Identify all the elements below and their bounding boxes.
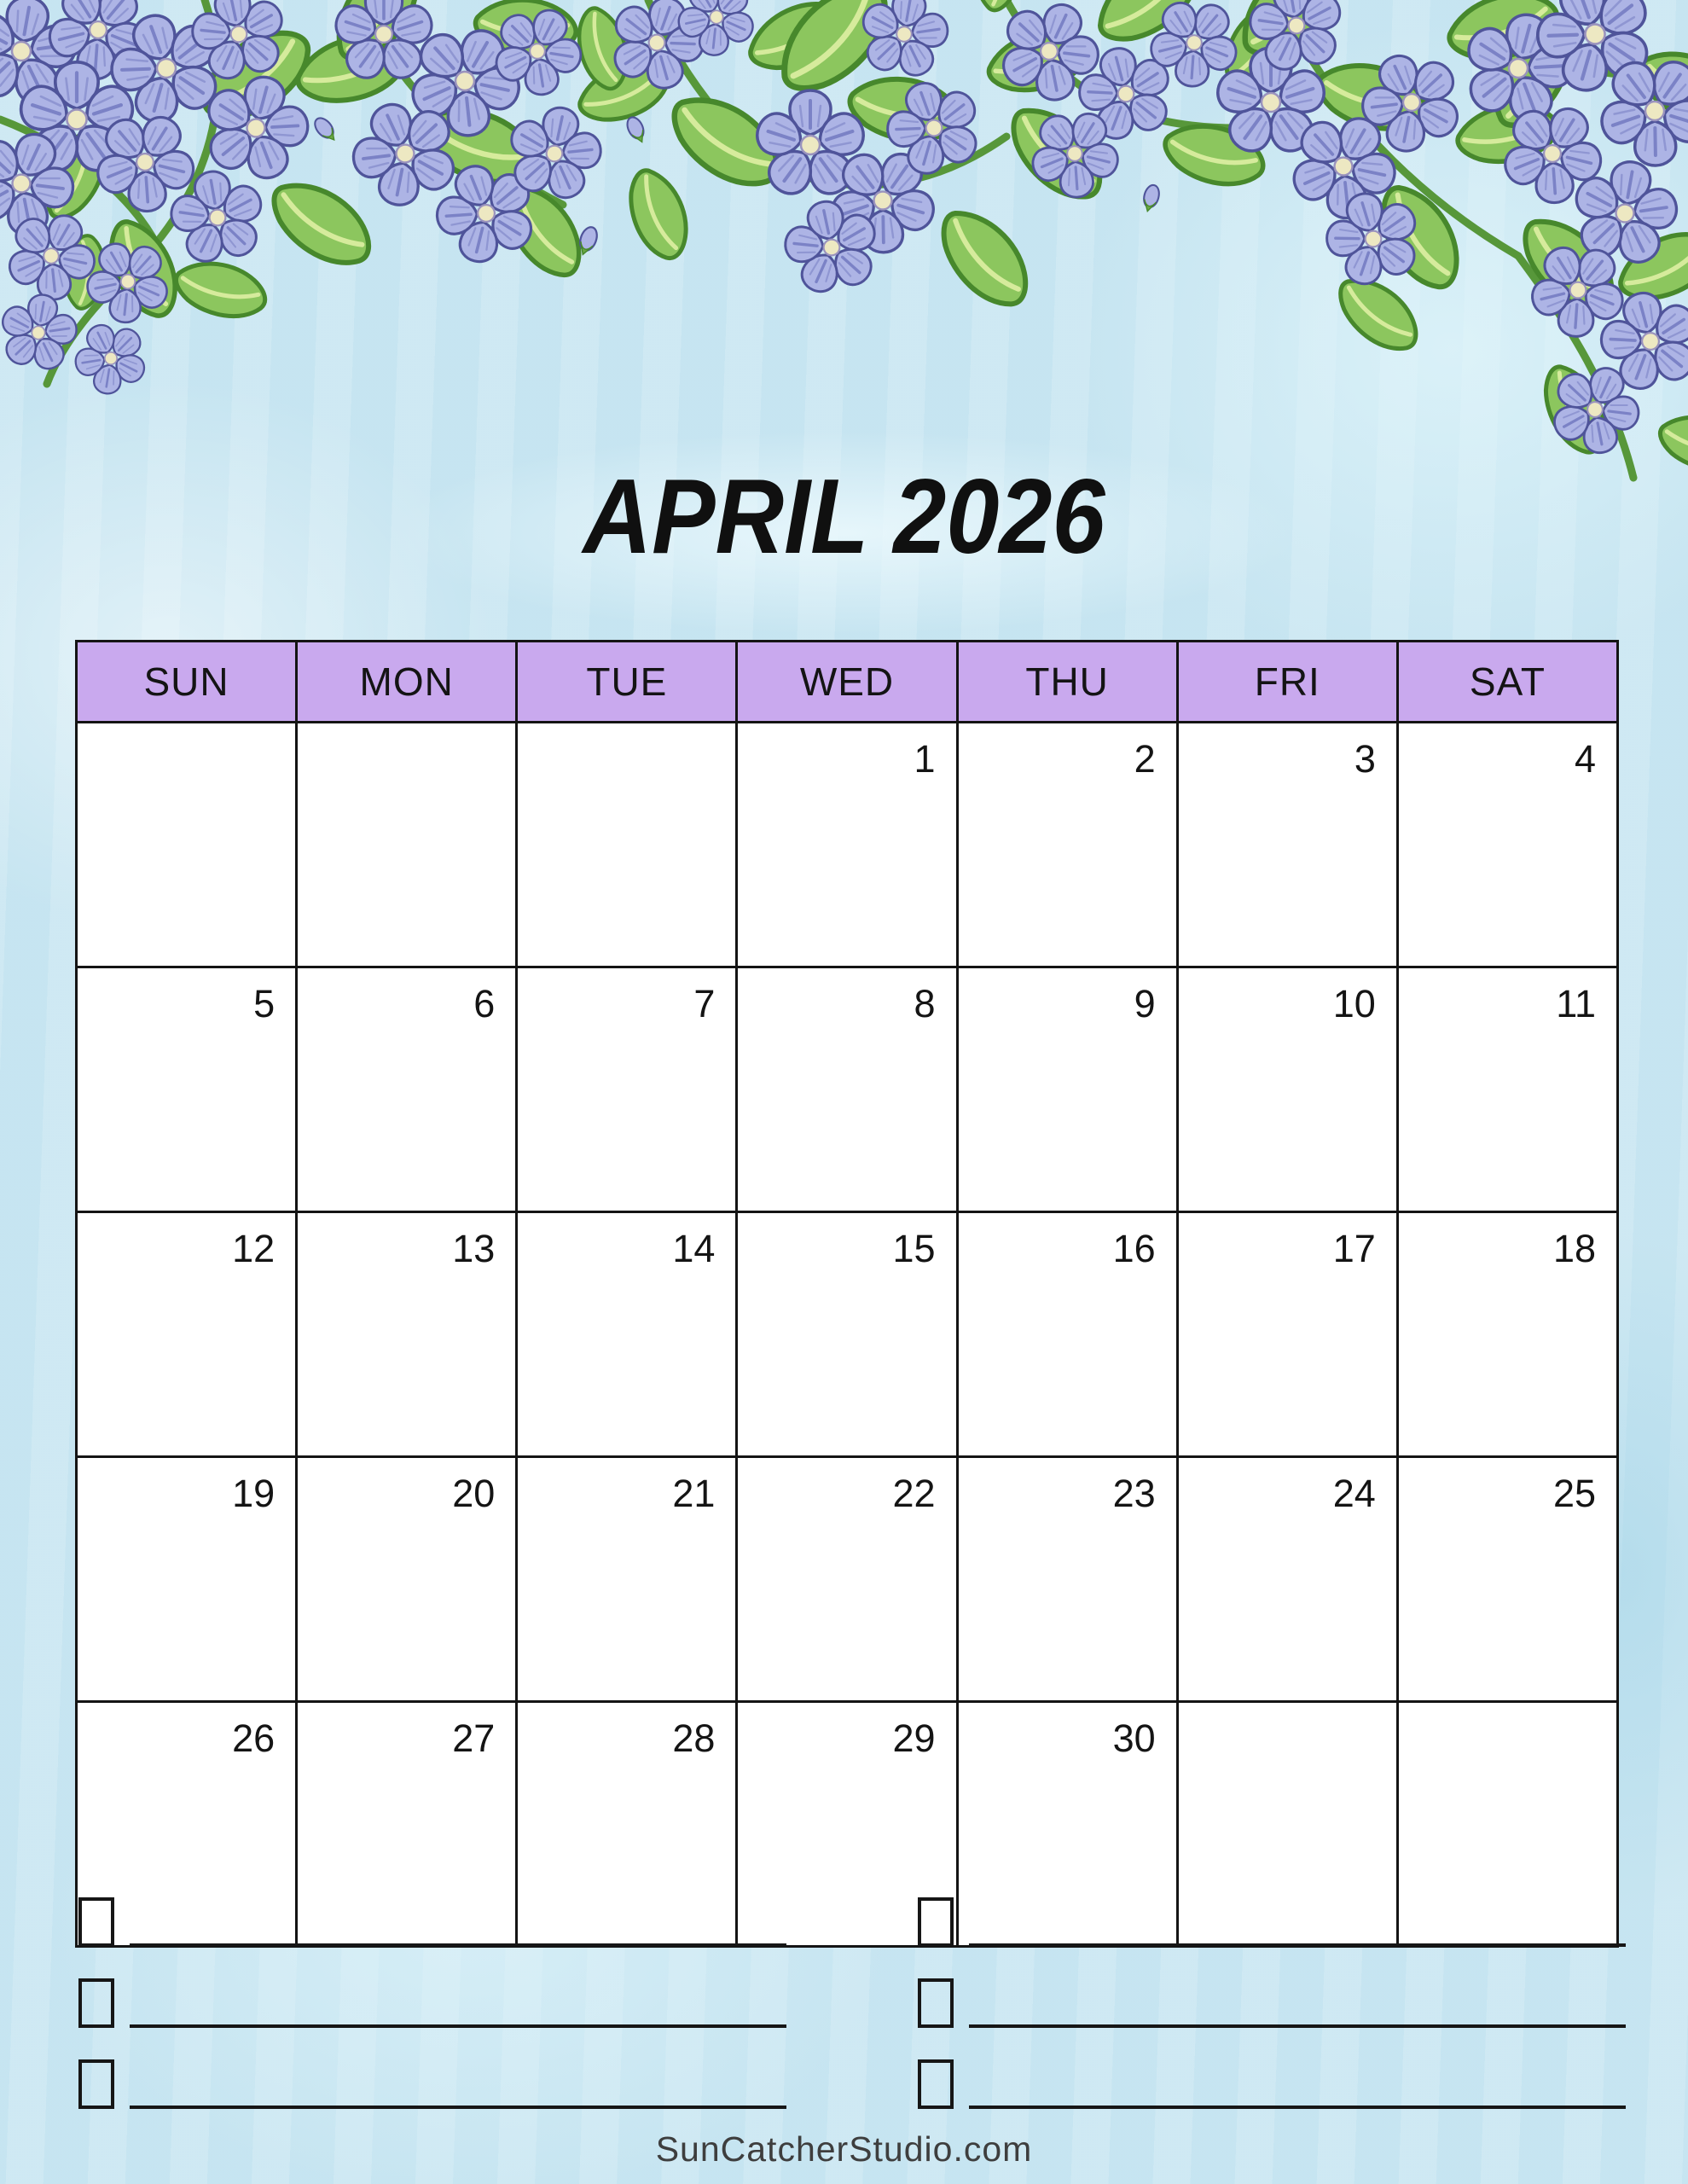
- checkbox-icon[interactable]: [918, 1897, 954, 1947]
- date-cell: 6: [297, 967, 517, 1212]
- date-cell: 23: [957, 1457, 1177, 1702]
- week-row-4: [77, 1457, 1618, 1702]
- checkbox-icon[interactable]: [78, 1897, 114, 1947]
- checklist-item: [78, 2059, 786, 2109]
- note-line: [969, 1897, 1626, 1947]
- week-row-2: [77, 967, 1618, 1212]
- date-cell: 11: [1397, 967, 1617, 1212]
- note-line: [969, 2059, 1626, 2109]
- date-cell: 3: [1177, 723, 1397, 967]
- leaves: [31, 0, 1688, 482]
- checkbox-icon[interactable]: [78, 2059, 114, 2109]
- date-cell: 27: [297, 1702, 517, 1947]
- checklist-item: [78, 1978, 786, 2028]
- weekday-header-row: [77, 642, 1618, 723]
- date-cell: [297, 723, 517, 967]
- weekday-header-sat: SAT: [1397, 642, 1617, 723]
- date-cell: 17: [1177, 1212, 1397, 1457]
- date-cell: 4: [1397, 723, 1617, 967]
- date-cell: 30: [957, 1702, 1177, 1947]
- date-cell: 8: [737, 967, 957, 1212]
- calendar-grid: [75, 640, 1619, 1948]
- week-row-3: [77, 1212, 1618, 1457]
- date-cell: 19: [77, 1457, 297, 1702]
- checkbox-icon[interactable]: [918, 2059, 954, 2109]
- date-cell: 5: [77, 967, 297, 1212]
- note-line: [130, 2059, 786, 2109]
- date-cell: 1: [737, 723, 957, 967]
- date-cell: 7: [517, 967, 737, 1212]
- weekday-header-fri: FRI: [1177, 642, 1397, 723]
- note-line: [130, 1897, 786, 1947]
- date-cell: [517, 723, 737, 967]
- date-cell: 28: [517, 1702, 737, 1947]
- date-cell: 13: [297, 1212, 517, 1457]
- notes-column-right: [918, 1897, 1626, 2140]
- flowers: [0, 0, 1688, 470]
- date-cell: 14: [517, 1212, 737, 1457]
- date-cell: 26: [77, 1702, 297, 1947]
- date-cell: 29: [737, 1702, 957, 1947]
- checklist-item: [918, 1897, 1626, 1947]
- date-cell: 24: [1177, 1457, 1397, 1702]
- checkbox-icon[interactable]: [918, 1978, 954, 2028]
- page-title: APRIL 2026: [583, 458, 1105, 576]
- vine-stems: [0, 0, 1688, 478]
- checklist-item: [78, 1897, 786, 1947]
- checklist-item: [918, 2059, 1626, 2109]
- date-cell: 2: [957, 723, 1177, 967]
- note-line: [130, 1978, 786, 2028]
- week-row-1: [77, 723, 1618, 967]
- checklist-item: [918, 1978, 1626, 2028]
- weekday-header-tue: TUE: [517, 642, 737, 723]
- date-cell: 10: [1177, 967, 1397, 1212]
- date-cell: 15: [737, 1212, 957, 1457]
- date-cell: 12: [77, 1212, 297, 1457]
- date-cell: 20: [297, 1457, 517, 1702]
- date-cell: [77, 723, 297, 967]
- weekday-header-thu: THU: [957, 642, 1177, 723]
- floral-garland-art: [0, 0, 1688, 495]
- date-cell: 18: [1397, 1212, 1617, 1457]
- weekday-header-sun: SUN: [77, 642, 297, 723]
- date-cell: 25: [1397, 1457, 1617, 1702]
- notes-column-left: [78, 1897, 786, 2140]
- checkbox-icon[interactable]: [78, 1978, 114, 2028]
- buds: [311, 114, 1162, 257]
- date-cell: 9: [957, 967, 1177, 1212]
- weekday-header-mon: MON: [297, 642, 517, 723]
- weekday-header-wed: WED: [737, 642, 957, 723]
- footer-brand: SunCatcherStudio.com: [655, 2129, 1033, 2169]
- date-cell: 22: [737, 1457, 957, 1702]
- note-line: [969, 1978, 1626, 2028]
- date-cell: 21: [517, 1457, 737, 1702]
- date-cell: 16: [957, 1212, 1177, 1457]
